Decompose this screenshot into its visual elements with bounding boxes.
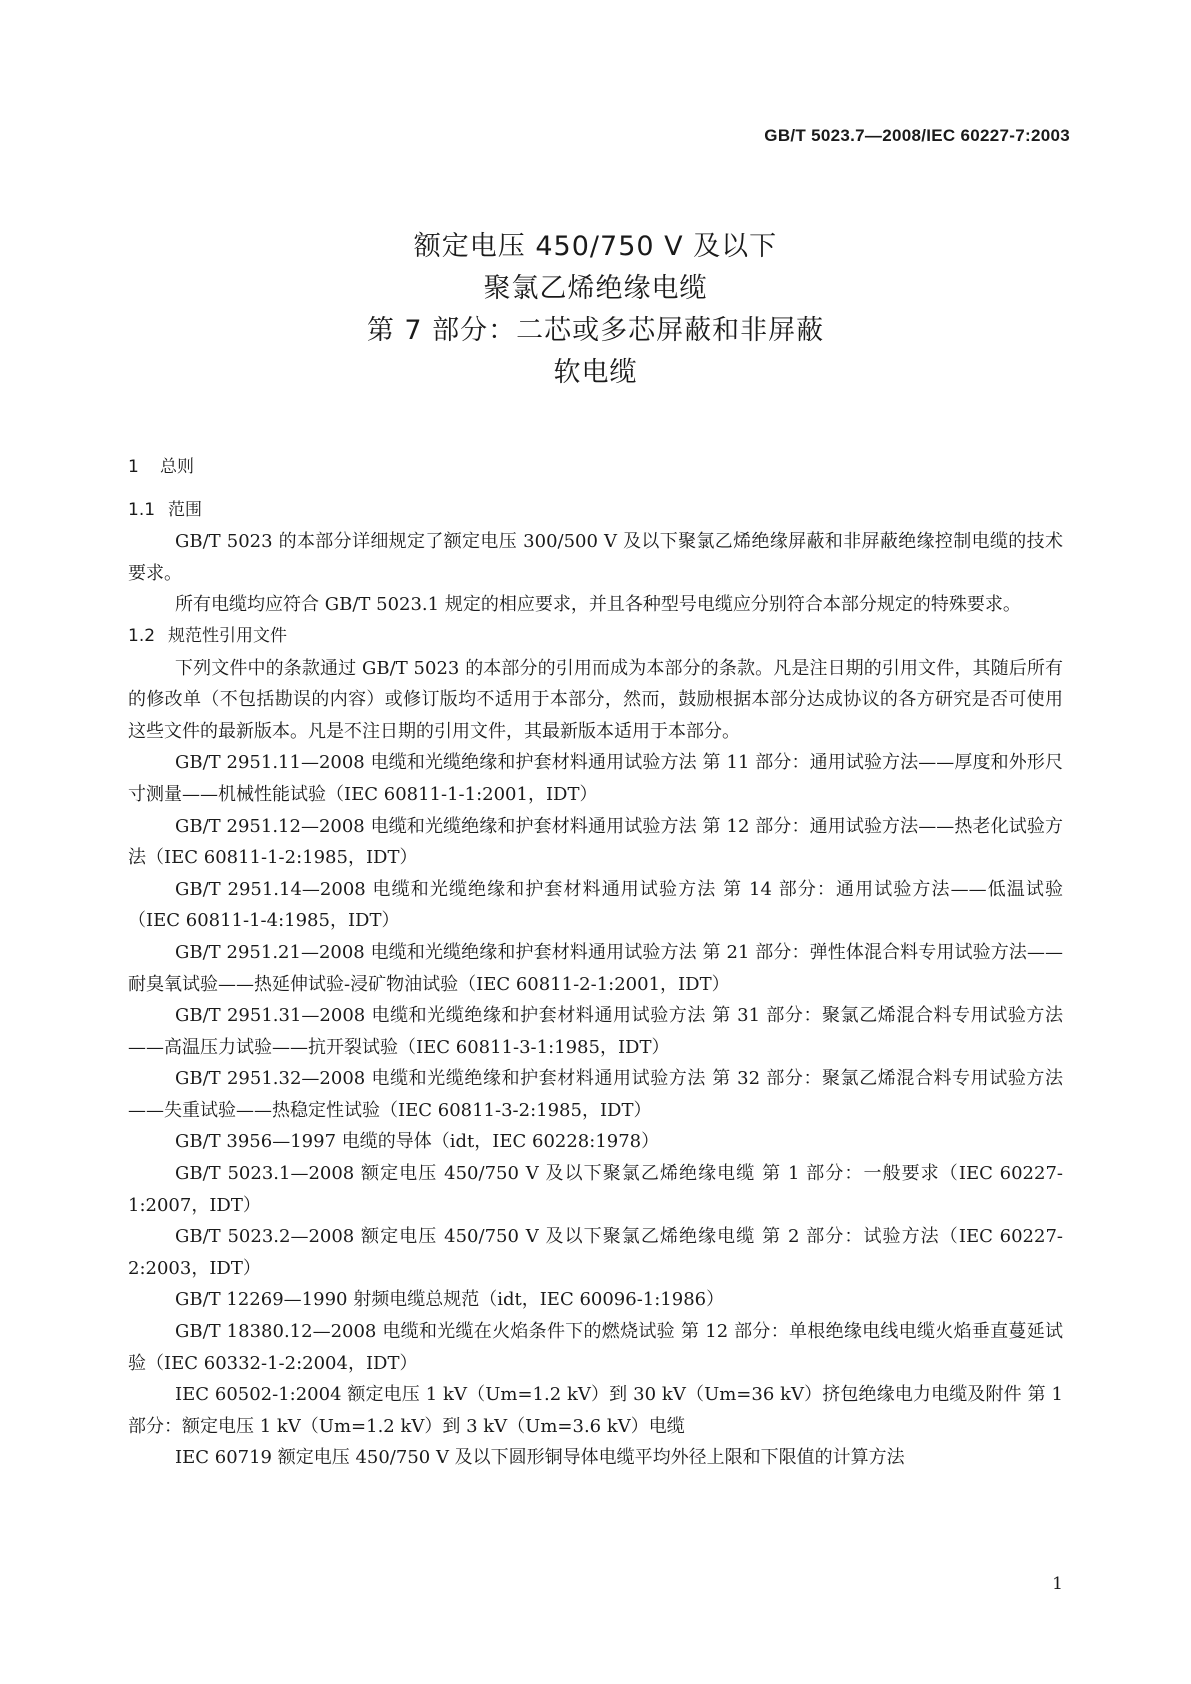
reference-item: GB/T 2951.14—2008 电缆和光缆绝缘和护套材料通用试验方法 第 14 部分：通用试验方法——低温试验（IEC 60811-1-4:1985，IDT） <box>128 878 1063 932</box>
reference-item: GB/T 2951.21—2008 电缆和光缆绝缘和护套材料通用试验方法 第 21 部分：弹性体混合料专用试验方法——耐臭氧试验——热延伸试验-浸矿物油试验（IEC 60811-2-1:2001，IDT） <box>128 941 1063 995</box>
subsection-number: 1.2 <box>128 625 156 646</box>
section-title: 总则 <box>160 457 194 477</box>
references-intro: 下列文件中的条款通过 GB/T 5023 的本部分的引用而成为本部分的条款。凡是注日期的引用文件，其随后所有的修改单（不包括勘误的内容）或修订版均不适用于本部分，然而，鼓励根据本部分达成协议的各方研究是否可使用这些文件的最新版本。凡是不注日期的引用文件，其最新版本适用于本部分。 <box>128 657 1063 742</box>
reference-item: IEC 60719 额定电压 450/750 V 及以下圆形铜导体电缆平均外径上限和下限值的计算方法 <box>175 1447 905 1469</box>
title-line: 第 7 部分：二芯或多芯屏蔽和非屏蔽 <box>366 315 825 346</box>
reference-item: GB/T 2951.12—2008 电缆和光缆绝缘和护套材料通用试验方法 第 12 部分：通用试验方法——热老化试验方法（IEC 60811-1-2:1985，IDT） <box>128 815 1063 869</box>
subsection-number: 1.1 <box>128 499 156 520</box>
subsection-title: 范围 <box>168 499 202 520</box>
document-title <box>0 226 1191 394</box>
reference-item: GB/T 5023.1—2008 额定电压 450/750 V 及以下聚氯乙烯绝缘电缆 第 1 部分：一般要求（IEC 60227-1:2007，IDT） <box>128 1163 1063 1216</box>
subsection-title: 规范性引用文件 <box>168 625 287 646</box>
scope-paragraph: GB/T 5023 的本部分详细规定了额定电压 300/500 V 及以下聚氯乙烯绝缘屏蔽和非屏蔽绝缘控制电缆的技术要求。 <box>128 531 1063 584</box>
page-number: 1 <box>1052 1574 1063 1594</box>
reference-item: GB/T 3956—1997 电缆的导体（idt，IEC 60228:1978） <box>175 1131 660 1153</box>
reference-item: IEC 60502-1:2004 额定电压 1 kV（Um=1.2 kV）到 30 kV（Um=36 kV）挤包绝缘电力电缆及附件 第 1 部分：额定电压 1 kV（Um=1.2 kV）到 3 kV（Um=3.6 kV）电缆 <box>128 1384 1063 1437</box>
reference-item: GB/T 2951.11—2008 电缆和光缆绝缘和护套材料通用试验方法 第 11 部分：通用试验方法——厚度和外形尺寸测量——机械性能试验（IEC 60811-1-1:2001，IDT） <box>128 752 1063 805</box>
reference-item: GB/T 5023.2—2008 额定电压 450/750 V 及以下聚氯乙烯绝缘电缆 第 2 部分：试验方法（IEC 60227-2:2003，IDT） <box>128 1226 1063 1279</box>
section-heading <box>128 452 1063 484</box>
standard-code: GB/T 5023.7—2008/IEC 60227-7:2003 <box>764 126 1070 145</box>
title-line: 额定电压 450/750 V 及以下 <box>413 231 778 262</box>
scope-paragraph: 所有电缆均应符合 GB/T 5023.1 规定的相应要求，并且各种型号电缆应分别符合本部分规定的特殊要求。 <box>175 594 1021 616</box>
reference-item: GB/T 18380.12—2008 电缆和光缆在火焰条件下的燃烧试验 第 12 部分：单根绝缘电线电缆火焰垂直蔓延试验（IEC 60332-1-2:2004，IDT） <box>128 1321 1063 1374</box>
reference-item: GB/T 2951.31—2008 电缆和光缆绝缘和护套材料通用试验方法 第 31 部分：聚氯乙烯混合料专用试验方法——高温压力试验——抗开裂试验（IEC 60811-3-1:1985，IDT） <box>128 1005 1063 1058</box>
section-number: 1 <box>128 457 139 477</box>
title-line: 聚氯乙烯绝缘电缆 <box>483 273 708 304</box>
title-line: 软电缆 <box>553 357 638 388</box>
document-body <box>128 452 1063 1474</box>
reference-item: GB/T 12269—1990 射频电缆总规范（idt，IEC 60096-1:1986） <box>175 1289 725 1311</box>
subsection-heading-references <box>128 621 1063 653</box>
reference-item: GB/T 2951.32—2008 电缆和光缆绝缘和护套材料通用试验方法 第 32 部分：聚氯乙烯混合料专用试验方法——失重试验——热稳定性试验（IEC 60811-3-2:1985，IDT） <box>128 1068 1063 1121</box>
subsection-heading-scope <box>128 495 1063 527</box>
